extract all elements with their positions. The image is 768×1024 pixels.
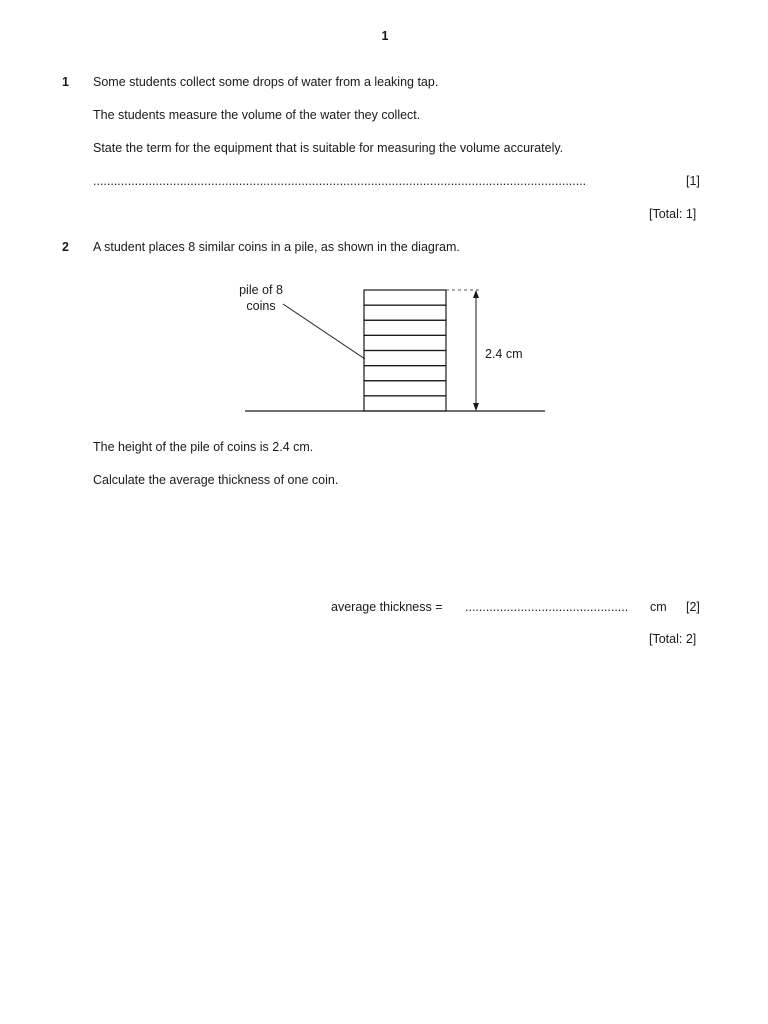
question-number: 1 (62, 75, 69, 89)
coin (364, 396, 446, 411)
label-pointer-line (283, 304, 365, 359)
coin (364, 335, 446, 350)
question-text: A student places 8 similar coins in a pile, as shown in the diagram. (93, 240, 460, 254)
question-number: 2 (62, 240, 69, 254)
question-text: The height of the pile of coins is 2.4 cm. (93, 440, 314, 454)
coin-stack (364, 290, 446, 411)
question-text: Calculate the average thickness of one coin. (93, 473, 339, 487)
coin (364, 320, 446, 335)
pile-label: pile of 8 (239, 283, 283, 297)
answer-prefix: average thickness = (331, 600, 443, 614)
question-text: The students measure the volume of the water they collect. (93, 108, 421, 122)
coin (364, 351, 446, 366)
coin-pile-diagram (0, 0, 768, 430)
total-label: [Total: 2] (649, 632, 697, 646)
answer-line[interactable]: ............................................... (465, 600, 629, 614)
marks-label: [2] (686, 600, 700, 614)
answer-line[interactable]: .............................................................................................................................................. (93, 174, 587, 188)
arrow-head-up-icon (473, 290, 479, 298)
question-text: Some students collect some drops of water from a leaking tap. (93, 75, 439, 89)
page-number: 1 (381, 29, 389, 43)
marks-label: [1] (686, 174, 700, 188)
height-label: 2.4 cm (485, 347, 523, 361)
question-text: State the term for the equipment that is suitable for measuring the volume accurately. (93, 141, 564, 155)
answer-unit: cm (650, 600, 667, 614)
coin (364, 290, 446, 305)
arrow-head-down-icon (473, 403, 479, 411)
coin (364, 305, 446, 320)
coin (364, 366, 446, 381)
coin (364, 381, 446, 396)
total-label: [Total: 1] (649, 207, 697, 221)
pile-label: coins (246, 299, 276, 313)
